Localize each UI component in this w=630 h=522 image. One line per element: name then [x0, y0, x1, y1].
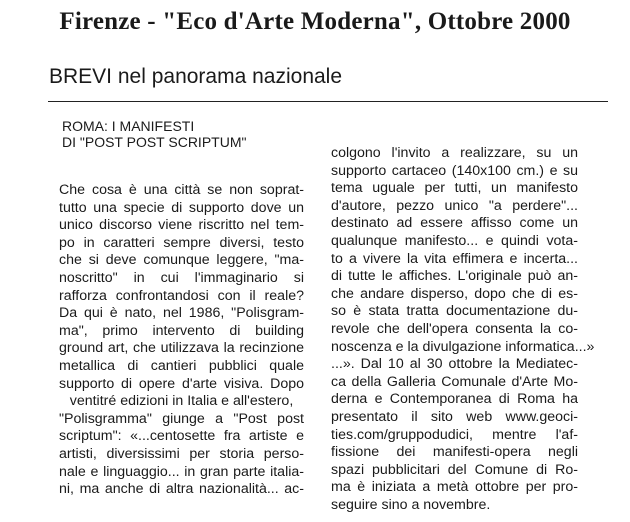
text-line: colgono l'invito a realizzare, su un — [331, 145, 578, 161]
text-line: Da qui è nato, nel 1986, "Polisgram- — [59, 305, 304, 322]
article-column-1 — [59, 182, 304, 499]
text-line: ma", primo intervento di building — [59, 322, 304, 339]
text-line: "Polisgramma" giunge a "Post post — [59, 410, 304, 427]
text-line: che andare disperso, dopo che di es- — [331, 285, 578, 302]
text-line: unico discorso viene riscritto nel tem- — [59, 217, 304, 234]
text-line: rafforza confrontandosi con il reale? — [59, 287, 304, 304]
text-line: noscritto" in cui l'immaginario si — [59, 269, 304, 286]
text-line: tema uguale per tutti, un manifesto — [331, 180, 578, 197]
text-line: tutto una specie di supporto dove un — [59, 199, 304, 216]
article-column-2 — [331, 145, 595, 514]
text-line: so è stata tratta documentazione du- — [331, 303, 578, 320]
text-line: ...». Dal 10 al 30 ottobre la Mediatec- — [331, 356, 578, 373]
text-line: seguire sino a novembre. — [331, 496, 491, 513]
text-line: Che cosa è una città se non soprat- — [59, 182, 304, 198]
text-line: nale e linguaggio... in gran parte italia- — [59, 463, 304, 480]
text-line: scriptum": «...centosette fra artiste e — [59, 428, 304, 445]
section-divider — [48, 101, 608, 102]
text-line: ventitré edizioni in Italia e all'estero, — [69, 393, 294, 410]
text-line: presentato il sito web www.geoci- — [331, 408, 578, 425]
text-line: noscenza e la divulgazione informatica...» — [331, 338, 595, 355]
section-title: BREVI nel panorama nazionale — [49, 65, 343, 88]
headline-line: ROMA: I MANIFESTI — [62, 118, 195, 134]
text-line: ground art, che utilizzava la recinzione — [59, 340, 304, 357]
text-line: supporto di opere d'arte visiva. Dopo — [59, 375, 304, 392]
headline-line: DI "POST POST SCRIPTUM" — [62, 134, 247, 150]
text-line: ma è iniziata a metà ottobre per pro- — [331, 479, 578, 496]
text-line: di tutte le affiches. L'originale può an- — [331, 268, 578, 285]
text-line: artisti, diversissimi per storia perso- — [59, 445, 304, 462]
text-line: ni, ma anche di altra nazionalità... ac- — [59, 481, 304, 498]
text-line: ca della Galleria Comunale d'Arte Mo- — [331, 373, 578, 390]
text-line: ties.com/gruppodudici, mentre l'af- — [331, 426, 578, 443]
text-line: destinato ad essere affisso come un — [331, 215, 578, 232]
text-line: revole che dell'opera consenta la co- — [331, 320, 578, 337]
text-line: d'autore, pezzo unico "a perdere"... — [331, 197, 578, 214]
text-line: metallica di cantieri pubblici quale — [59, 357, 304, 374]
text-line: derna e Contemporanea di Roma ha — [331, 391, 578, 408]
text-line: qualunque manifesto... e quindi vota- — [331, 232, 578, 249]
text-line: spazi pubblicitari del Comune di Ro- — [331, 461, 578, 478]
text-line: che si deve comunque leggere, "ma- — [59, 252, 304, 269]
text-line: to a vivere la vita effimera e incerta... — [331, 250, 578, 267]
text-line: supporto cartaceo (140x100 cm.) e su — [331, 162, 578, 179]
text-line: fissione dei manifesti-opera negli — [331, 444, 578, 461]
text-line: po in caratteri sempre diversi, testo — [59, 234, 304, 251]
masthead-title: Firenze - "Eco d'Arte Moderna", Ottobre 2000 — [59, 8, 571, 35]
article-headline — [62, 118, 246, 150]
